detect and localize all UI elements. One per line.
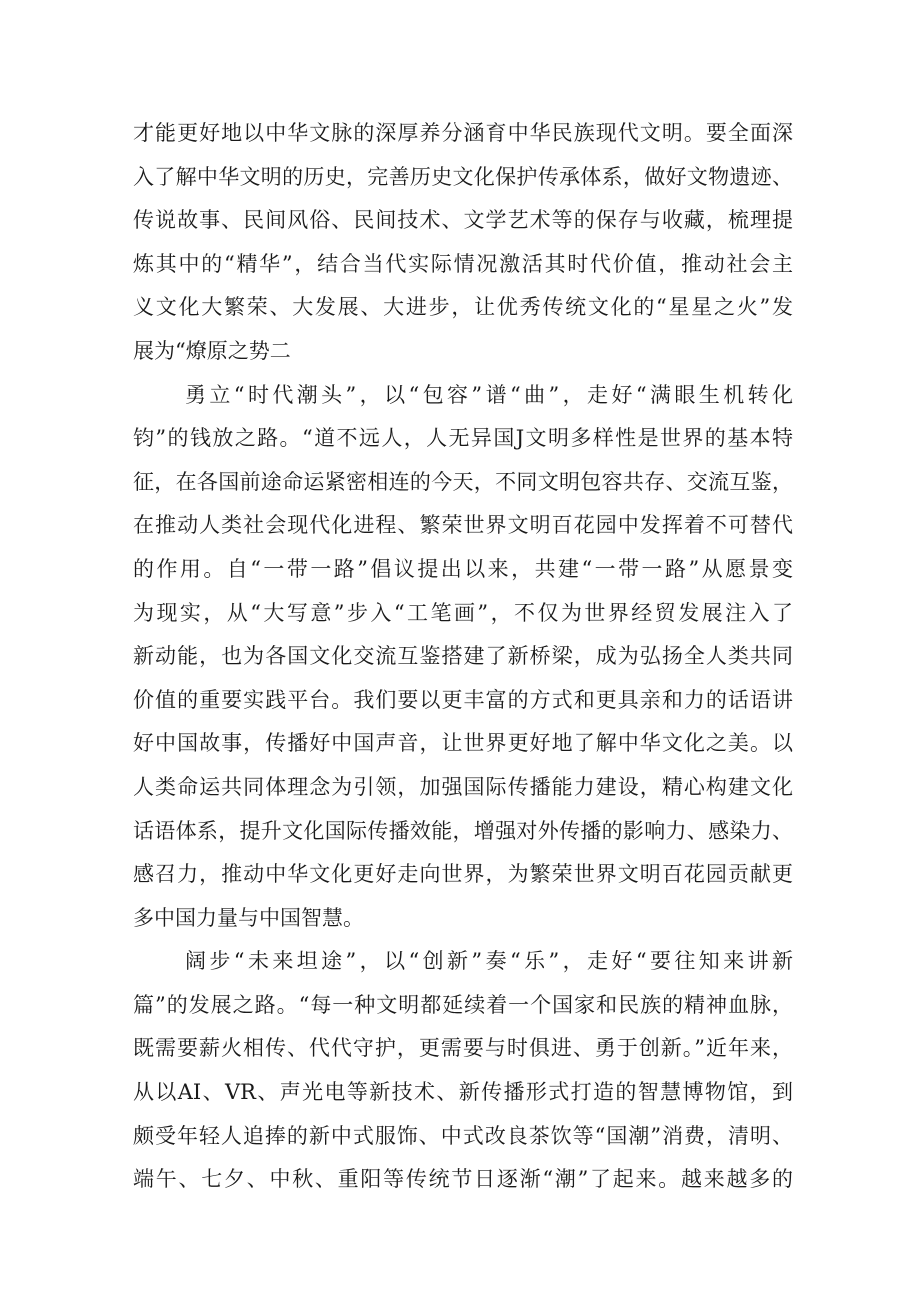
text-line: 价值的重要实践平台。我们要以更丰富的方式和更具亲和力的话语讲 — [133, 687, 793, 712]
text-line: 义文化大繁荣、大发展、大进步，让优秀传统文化的“星星之火”发 — [133, 295, 793, 320]
text-line: 新动能，也为各国文化交流互鉴搭建了新桥梁，成为弘扬全人类共同 — [133, 644, 793, 669]
text-line: 征，在各国前途命运紧密相连的今天，不同文明包容共存、交流互鉴， — [133, 469, 793, 494]
text-line: 好中国故事，传播好中国声音，让世界更好地了解中华文化之美。以 — [133, 731, 793, 756]
paragraph-2 — [133, 374, 793, 941]
text-line: 为现实，从“大写意”步入“工笔画”，不仅为世界经贸发展注入了 — [133, 600, 793, 625]
text-line: 篇”的发展之路。“每一种文明都延续着一个国家和民族的精神血脉， — [133, 992, 793, 1017]
text-line: 颇受年轻人追捧的新中式服饰、中式改良茶饮等“国潮”消费，清明、 — [133, 1123, 793, 1148]
text-line: 感召力，推动中华文化更好走向世界，为繁荣世界文明百花园贡献更 — [133, 862, 793, 887]
text-line: 人类命运共同体理念为引领，加强国际传播能力建设，精心构建文化 — [133, 774, 793, 799]
paragraph-1 — [133, 112, 793, 374]
text-line: 炼其中的“精华”，结合当代实际情况激活其时代价值，推动社会主 — [133, 251, 793, 276]
text-line: 多中国力量与中国智慧。 — [133, 905, 364, 930]
text-line: 既需要薪火相传、代代守护，更需要与时俱进、勇于创新。”近年来， — [133, 1036, 793, 1061]
paragraph-3 — [133, 940, 793, 1202]
body-text — [133, 112, 793, 1202]
text-line: 从以AI、VR、声光电等新技术、新传播形式打造的智慧博物馆，到 — [133, 1080, 793, 1105]
text-line: 端午、七夕、中秋、重阳等传统节日逐渐“潮”了起来。越来越多的 — [133, 1167, 793, 1192]
text-line: 入了解中华文明的历史，完善历史文化保护传承体系，做好文物遗迹、 — [133, 164, 793, 189]
text-line: 钧”的钱放之路。“道不远人，人无异国J文明多样性是世界的基本特 — [133, 426, 793, 451]
text-line: 传说故事、民间风俗、民间技术、文学艺术等的保存与收藏，梳理提 — [133, 208, 793, 233]
text-line: 阔步“未来坦途”，以“创新”奏“乐”，走好“要往知来讲新 — [185, 949, 793, 974]
text-line: 在推动人类社会现代化进程、繁荣世界文明百花园中发挥着不可替代 — [133, 513, 793, 538]
text-line: 展为“燎原之势二 — [133, 338, 291, 363]
text-line: 才能更好地以中华文脉的深厚养分涵育中华民族现代文明。要全面深 — [133, 121, 793, 145]
text-line: 的作用。自“一带一路”倡议提出以来，共建“一带一路”从愿景变 — [133, 556, 793, 581]
text-line: 勇立“时代潮头”，以“包容”谱“曲”，走好“满眼生机转化 — [185, 382, 793, 407]
text-line: 话语体系，提升文化国际传播效能，增强对外传播的影响力、感染力、 — [133, 818, 793, 843]
